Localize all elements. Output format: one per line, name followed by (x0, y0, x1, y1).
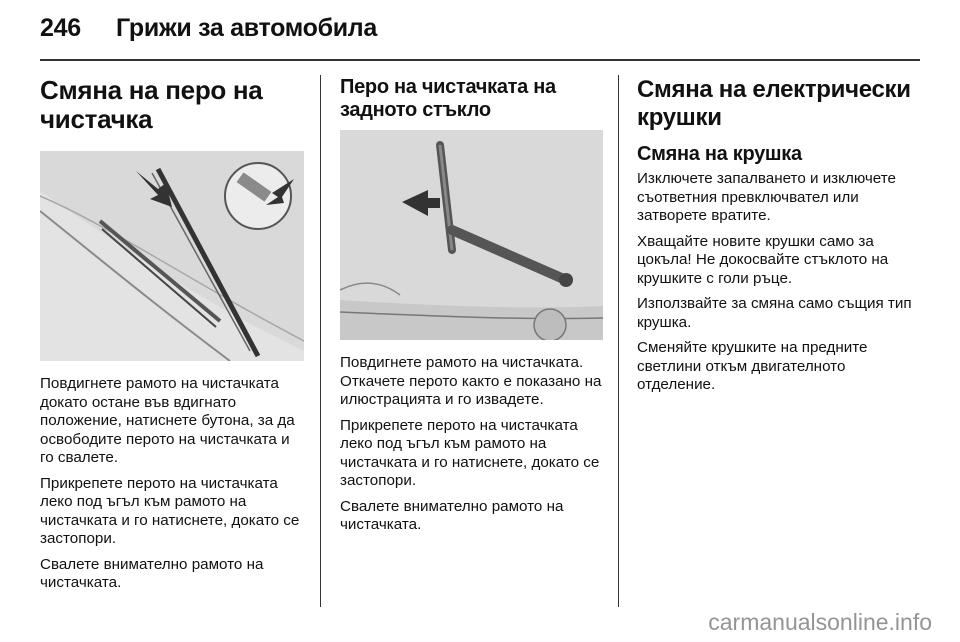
paragraph: Повдигнете рамото на чистачката докато остане във вдигнато положение, натиснете бутона, за да освободите перото на чистачката и го свалете. (40, 375, 295, 466)
section-title-wiper-blade: Смяна на перо на чистачка (40, 75, 263, 134)
paragraph: Свалете внимателно рамото на чистачката. (340, 497, 564, 533)
section-title-rear-wiper: Перо на чистачката на задното стъкло (340, 76, 556, 121)
paragraph: Прикрепете перото на чистачката леко под ъгъл към рамото на чистачката и го натиснете, докато се застопори. (40, 474, 300, 547)
front-wiper-drawing (40, 151, 304, 361)
column-rear-wiper (340, 76, 603, 542)
front-wiper-illustration (40, 151, 304, 361)
paragraph: Прикрепете перото на чистачката леко под ъгъл към рамото на чистачката и го натиснете, докато се застопори. (340, 416, 600, 489)
column-divider (320, 75, 321, 607)
column-divider (618, 75, 619, 607)
paragraph: Сменяйте крушките на предните светлини откъм двигателното отделение. (637, 339, 868, 393)
paragraph: Използвайте за смяна само същия тип крушка. (637, 295, 912, 331)
subsection-title-bulb-change: Смяна на крушка (637, 143, 802, 165)
paragraph: Хващайте новите крушки само за цокъла! Не докосвайте стъклото на крушките с голи ръце. (637, 232, 889, 287)
paragraph: Изключете запалването и изключете съответния превключвател или затворете вратите. (637, 170, 896, 224)
column-bulbs (637, 76, 917, 402)
rear-wiper-drawing (340, 130, 603, 340)
section-title-bulbs: Смяна на електрически крушки (637, 76, 911, 131)
rear-wiper-illustration (340, 130, 603, 340)
page-number: 246 (40, 14, 81, 42)
paragraph: Повдигнете рамото на чистачката. Откачете перото както е показано на илюстрацията и го извадете. (340, 354, 602, 408)
paragraph: Свалете внимателно рамото на чистачката. (40, 555, 264, 591)
header-rule (40, 59, 920, 61)
column-front-wiper (40, 76, 304, 600)
page-header-title: Грижи за автомобила (116, 14, 377, 42)
watermark-text: carmanualsonline.info (708, 609, 932, 635)
